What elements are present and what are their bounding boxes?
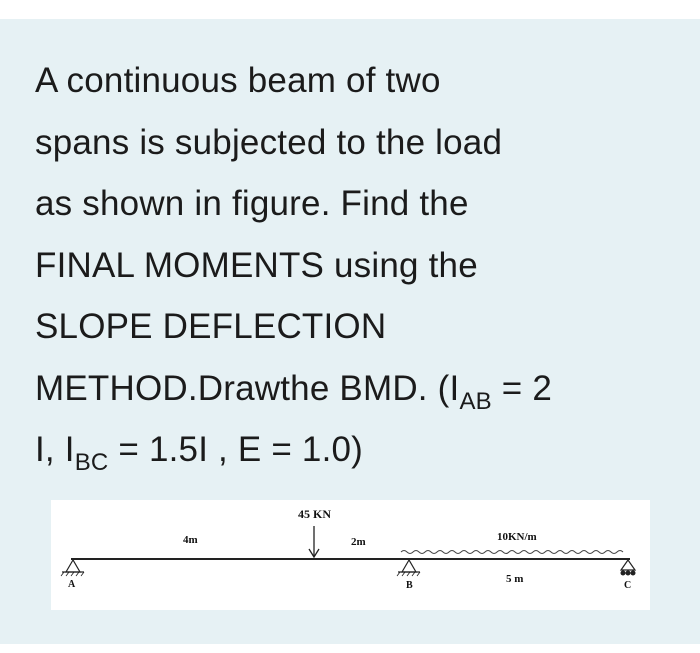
roller-support-c-icon <box>621 560 636 576</box>
line7-suffix: = 1.5I , E = 1.0) <box>108 430 364 469</box>
question-line-1: A continuous beam of two <box>35 61 441 100</box>
point-load-arrow-icon <box>309 526 319 557</box>
question-line-4: FINAL MOMENTS using the <box>35 245 478 285</box>
span-a-right-label: 2m <box>351 536 366 548</box>
pin-support-a-icon <box>61 560 84 576</box>
line7-prefix: I, I <box>35 430 75 469</box>
subscript-bc: BC <box>74 449 109 476</box>
beam-diagram <box>51 500 650 610</box>
pin-support-b-icon <box>397 560 420 576</box>
question-line-2: spans is subjected to the load <box>35 122 503 162</box>
support-b-label: B <box>406 580 413 591</box>
point-load-label: 45 KN <box>298 507 331 521</box>
support-a-label: A <box>68 579 76 590</box>
line6-prefix: METHOD.Drawthe BMD. (I <box>35 368 460 408</box>
question-line-6 <box>35 358 675 420</box>
line6-suffix: = 2 <box>491 368 553 408</box>
span-bc-label: 5 m <box>506 573 524 585</box>
support-c-label: C <box>624 580 632 591</box>
udl-wavy-icon <box>401 551 623 554</box>
beam-figure <box>51 500 650 610</box>
question-line-3: as shown in figure. Find the <box>35 184 469 223</box>
question-line-5: SLOPE DEFLECTION <box>35 307 387 346</box>
question-line-7 <box>35 419 675 481</box>
question-text <box>35 50 675 481</box>
subscript-ab: AB <box>459 387 492 415</box>
udl-label: 10KN/m <box>497 531 537 543</box>
span-a-left-label: 4m <box>183 534 198 546</box>
